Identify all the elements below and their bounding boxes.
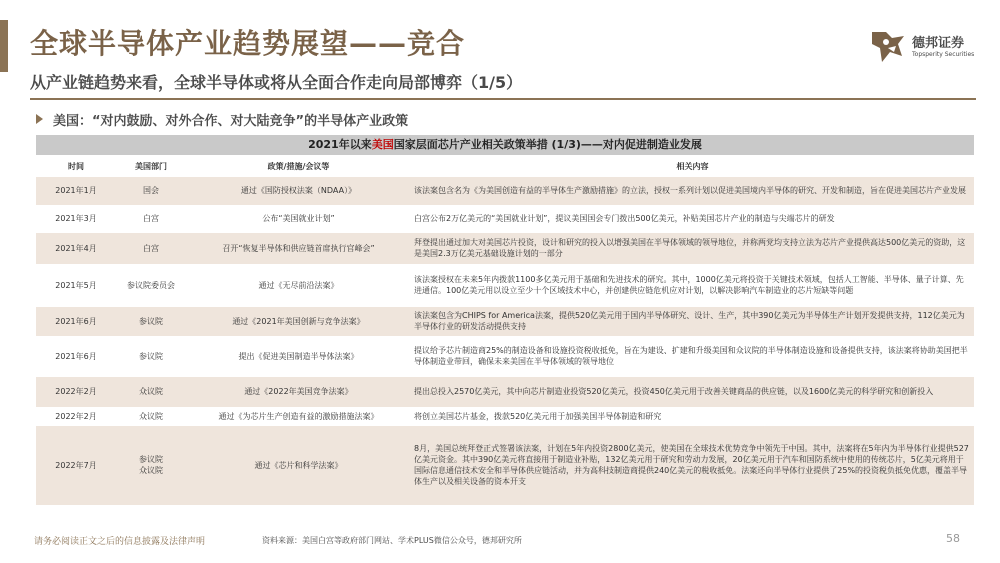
cell-time: 2022年7月 (36, 425, 116, 505)
title-accent-bar (0, 20, 8, 72)
policy-table (36, 158, 974, 506)
footer-source: 资料来源：美国白宫等政府部门网站、学术PLUS微信公众号，德邦研究所 (262, 536, 522, 545)
logo-text-en: Topsperity Securities (912, 51, 975, 58)
logo-text-cn: 德邦证券 (912, 36, 965, 51)
page-number: 58 (946, 532, 960, 545)
cell-content: 拜登提出通过加大对美国芯片投资，设计和研究的投入以增强美国在半导体领域的领导地位，并称两党均支持立法为芯片产业提供高达500亿美元的资助，这是美国2.3万亿美元基础设施计划的一部分 (411, 232, 974, 264)
title-divider (30, 98, 976, 100)
cell-time: 2022年2月 (36, 376, 116, 407)
cell-content: 将创立美国芯片基金，拨款520亿美元用于加强美国半导体制造和研究 (411, 407, 974, 425)
cell-time: 2021年3月 (36, 205, 116, 232)
cell-content: 8月，美国总统拜登正式签署该法案，计划在5年内投资2800亿美元，使美国在全球技术优势竞争中领先于中国。其中，法案将在5年内为半导体行业提供527亿美元资金。其中390亿美元将直接用于制造业补贴，132亿美元用于研究和劳动力发展，20亿美元用于汽车和国防系统中使用的传统芯片，5亿美元将用于国际信息通信技术安全和半导体供应链活动，并为高科技制造商提供240亿美元的税收抵免。法案还向半导体行业提供了25%的投资税负抵免优惠，覆盖半导体生产以及相关设备的资本开支 (411, 425, 974, 505)
cell-time: 2021年1月 (36, 176, 116, 205)
table-row (36, 205, 974, 232)
table-title (36, 135, 974, 155)
table-row (36, 306, 974, 336)
cell-policy: 通过《无尽前沿法案》 (186, 264, 411, 306)
bullet-arrow-icon (36, 114, 43, 124)
cell-policy: 通过《芯片和科学法案》 (186, 425, 411, 505)
cell-content: 白宫公布2万亿美元的“美国就业计划”，提议美国国会专门拨出500亿美元，补贴美国芯片产业的制造与尖端芯片的研发 (411, 205, 974, 232)
company-logo (868, 26, 984, 70)
logo-mark-icon (868, 26, 908, 66)
cell-department: 参议院委员会 (116, 264, 186, 306)
cell-policy: 通过《2021年美国创新与竞争法案》 (186, 306, 411, 336)
cell-time: 2021年6月 (36, 336, 116, 376)
cell-content: 提出总投入2570亿美元，其中向芯片制造业投资520亿美元，投资450亿美元用于改善关键商品的供应链，以及1600亿美元的科学研究和创新投入 (411, 376, 974, 407)
cell-policy: 公布“美国就业计划” (186, 205, 411, 232)
cell-policy: 通过《国防授权法案（NDAA）》 (186, 176, 411, 205)
cell-policy: 通过《为芯片生产创造有益的激励措施法案》 (186, 407, 411, 425)
cell-policy: 通过《2022年美国竞争法案》 (186, 376, 411, 407)
header-department: 美国部门 (116, 158, 186, 176)
table-title-prefix: 2021年以来 (308, 138, 372, 151)
page-title: 全球半导体产业趋势展望——竞合 (30, 27, 466, 60)
table-row (36, 425, 974, 505)
cell-time: 2021年4月 (36, 232, 116, 264)
page-subtitle: 从产业链趋势来看，全球半导体或将从全面合作走向局部博弈（1/5） (30, 73, 523, 92)
table-title-suffix: 国家层面芯片产业相关政策举措 (1/3)——对内促进制造业发展 (393, 138, 702, 151)
cell-policy: 召开“恢复半导体和供应链首席执行官峰会” (186, 232, 411, 264)
table-row (36, 232, 974, 264)
table-title-highlight: 美国 (371, 138, 394, 151)
section-heading (36, 110, 408, 129)
header-time: 时间 (36, 158, 116, 176)
cell-department: 参议院 众议院 (116, 425, 186, 505)
cell-content: 该法案包含名为《为美国创造有益的半导体生产激励措施》的立法，授权一系列计划以促进美国境内半导体的研究、开发和制造，旨在促进美国芯片产业发展 (411, 176, 974, 205)
table-row (36, 176, 974, 205)
cell-time: 2022年2月 (36, 407, 116, 425)
cell-department: 国会 (116, 176, 186, 205)
cell-department: 众议院 (116, 376, 186, 407)
section-heading-text: 美国：“对内鼓励、对外合作、对大陆竞争”的半导体产业政策 (53, 114, 409, 129)
table-header-row (36, 158, 974, 176)
cell-department: 参议院 (116, 306, 186, 336)
cell-department: 众议院 (116, 407, 186, 425)
cell-policy: 提出《促进美国制造半导体法案》 (186, 336, 411, 376)
cell-department: 白宫 (116, 205, 186, 232)
table-row (36, 264, 974, 306)
cell-time: 2021年5月 (36, 264, 116, 306)
cell-time: 2021年6月 (36, 306, 116, 336)
cell-content: 该法案包含为CHIPS for America法案，提供520亿美元用于国内半导体研究、设计、生产，其中390亿美元为半导体生产计划开发提供支持，112亿美元为半导体行业的研发活动提供支持 (411, 306, 974, 336)
cell-content: 该法案授权在未来5年内拨款1100多亿美元用于基础和先进技术的研究。其中，1000亿美元将投资于关键技术领域，包括人工智能、半导体、量子计算、先进通信。100亿美元用以设立至少十个区域技术中心，并创建供应链危机应对计划，以解决影响汽车制造业的芯片短缺等问题 (411, 264, 974, 306)
footer-disclaimer-link[interactable]: 请务必阅读正文之后的信息披露及法律声明 (34, 537, 206, 547)
header-policy: 政策/措施/会议等 (186, 158, 411, 176)
table-row (36, 407, 974, 425)
cell-content: 提议给予芯片制造商25%的制造设备和设施投资税收抵免，旨在为建设、扩建和升级美国和众议院的半导体制造设施和设备提供支持，该法案将协助美国把半导体制造业带回，确保未来美国在半导体领域的领导地位 (411, 336, 974, 376)
header-content: 相关内容 (411, 158, 974, 176)
cell-department: 参议院 (116, 336, 186, 376)
cell-department: 白宫 (116, 232, 186, 264)
table-row (36, 336, 974, 376)
table-row (36, 376, 974, 407)
